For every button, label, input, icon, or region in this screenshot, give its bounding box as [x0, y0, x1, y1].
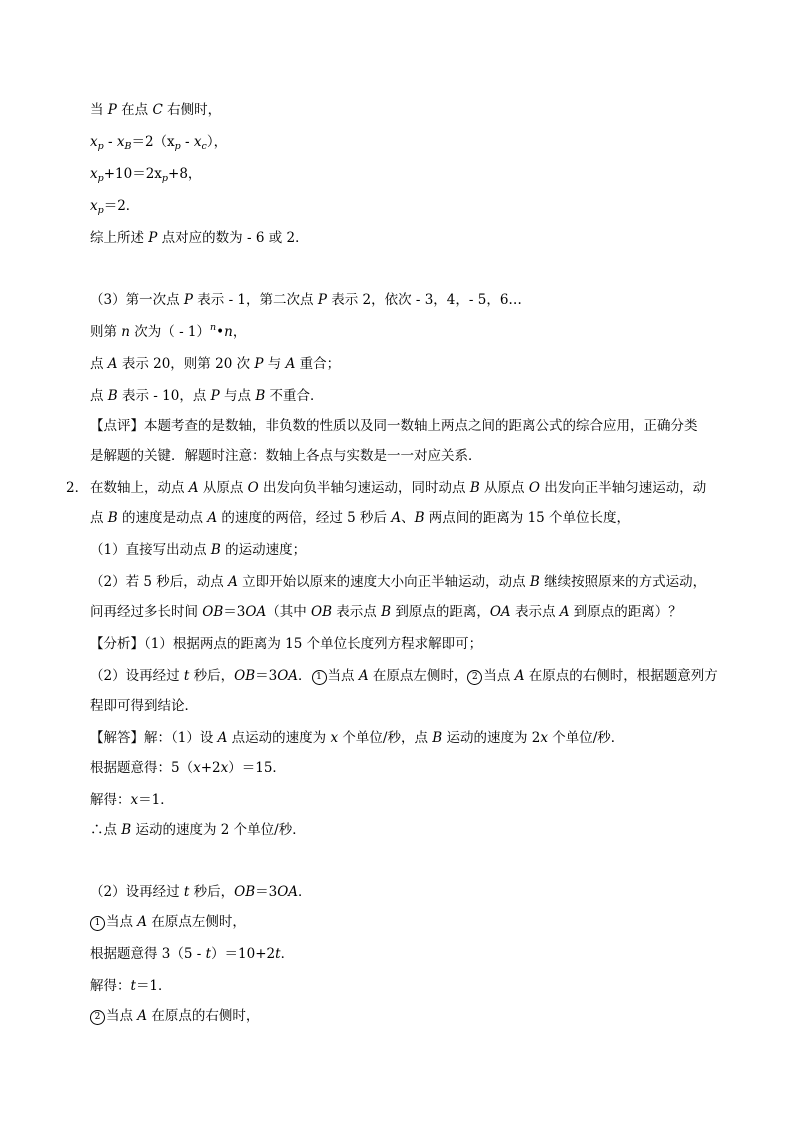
- solution-line: 根据题意得：5（x+2x）＝15．: [90, 760, 286, 776]
- comment-line: 【点评】本题考查的是数轴，非负数的性质以及同一数轴上两点之间的距离公式的综合应用，正确分类: [90, 418, 698, 434]
- question-text: 问再经过多长时间 OB＝3OA（其中 OB 表示点 B 到原点的距离，OA 表示点 A 到原点的距离）？: [90, 604, 682, 620]
- equation-line: $x_p - x_B=2(x_p - x_c)$，: [90, 134, 228, 152]
- solution-line: ∴点 B 运动的速度为 2 个单位/秒．: [90, 822, 306, 838]
- analysis-line: 【分析】（1）根据两点的距离为 15 个单位长度列方程求解即可；: [90, 636, 483, 652]
- text-line: 点 B 表示 - 10，点 P 与点 B 不重合．: [90, 388, 324, 404]
- analysis-line: （2）设再经过 t 秒后，OB＝3OA． 1 当点 A 在原点左侧时， 2 当点 A 在原点的右侧时，根据题意列方: [90, 668, 718, 684]
- comment-line: 是解题的关键．解题时注意：数轴上各点与实数是一一对应关系．: [90, 448, 482, 464]
- question-text: 在数轴上，动点 A 从原点 O 出发向负半轴匀速运动，同时动点 B 从原点 O 出发向正半轴匀速运动，动: [90, 480, 707, 496]
- solution-line: 1 当点 A 在原点左侧时，: [90, 912, 246, 932]
- equation-line: $x_p+10=2x_p+8$，: [90, 166, 202, 184]
- equation-line: $x_p=2$．: [90, 198, 140, 216]
- circled-number: 2: [467, 670, 482, 685]
- circled-number: 1: [90, 916, 105, 931]
- question-text: （2）若 5 秒后，动点 A 立即开始以原来的速度大小向正半轴运动，动点 B 继续按照原来的方式运动，: [90, 574, 707, 590]
- analysis-line: 程即可得到结论．: [90, 698, 198, 714]
- question-number: 2．: [66, 480, 89, 496]
- text-line: 综上所述 P 点对应的数为 - 6 或 2．: [90, 230, 309, 246]
- question-text: （1）直接写出动点 B 的运动速度；: [90, 542, 307, 558]
- solution-line: 2 当点 A 在原点的右侧时，: [90, 1006, 259, 1026]
- text-line: （3）第一次点 P 表示 - 1，第二次点 P 表示 2，依次 - 3，4，- 5，6…: [90, 292, 522, 308]
- question-text: 点 B 的速度是动点 A 的速度的两倍，经过 5 秒后 A、B 两点间的距离为 15 个单位长度，: [90, 510, 631, 526]
- solution-line: 解得：t＝1．: [90, 978, 172, 994]
- circled-number: 2: [90, 1010, 105, 1025]
- solution-line: （2）设再经过 t 秒后，OB＝3OA．: [90, 884, 312, 900]
- text-line: 当 P 在点 C 右侧时，: [90, 102, 222, 118]
- solution-line: 解得：x＝1．: [90, 792, 174, 808]
- text-line: 点 A 表示 20，则第 20 次 P 与 A 重合；: [90, 356, 341, 372]
- solution-line: 【解答】解：（1）设 A 点运动的速度为 x 个单位/秒，点 B 运动的速度为 2x 个单位/秒．: [90, 730, 625, 746]
- text-line: 则第 n 次为（ - 1）$^n$•n，: [90, 322, 247, 340]
- circled-number: 1: [312, 670, 327, 685]
- solution-line: 根据题意得 3（5 - t）＝10+2t．: [90, 946, 295, 962]
